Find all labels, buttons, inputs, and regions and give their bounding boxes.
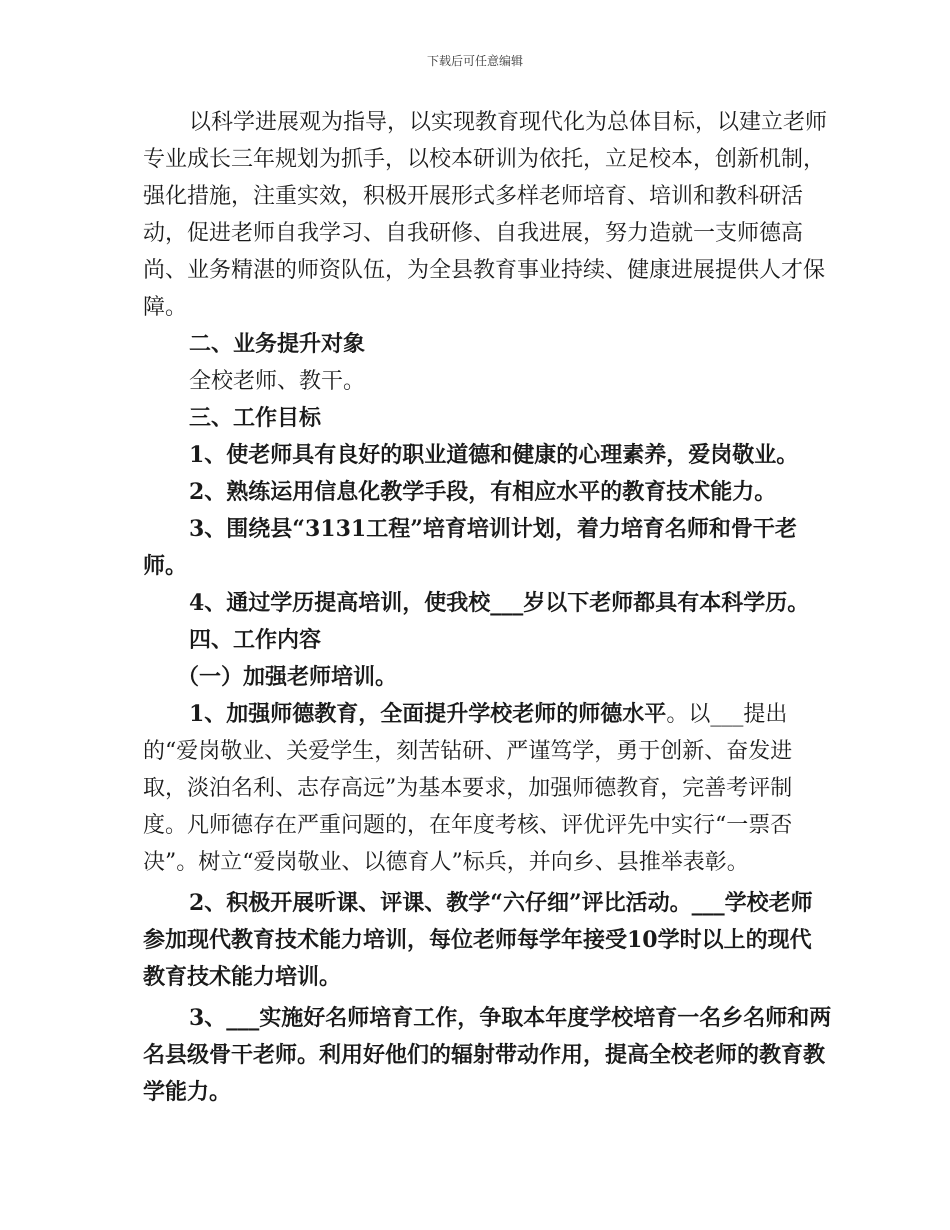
goal-item-2: 2、熟练运用信息化教学手段，有相应水平的教育技术能力。 xyxy=(189,479,777,505)
goal-item-4: 4、通过学历提高培训，使我校___岁以下老师都具有本科学历。 xyxy=(189,590,810,616)
goal-item-1: 1、使老师具有良好的职业道德和健康的心理素养，爱岗敬业。 xyxy=(189,442,799,468)
section-heading-content: 四、工作内容 xyxy=(189,627,322,653)
targets-text: 全校老师、教干。 xyxy=(189,369,366,394)
document-body xyxy=(143,104,833,1111)
section-heading-goals: 三、工作目标 xyxy=(189,405,322,431)
content-item-3: 3、___实施好名师培育工作，争取本年度学校培育一名乡名师和两名县级骨干老师。利用好他们的辐射带动作用，提高全校老师的教育教学能力。 xyxy=(143,1005,832,1105)
goal-item-3: 3、围绕县“3131工程”培育培训计划，着力培育名师和骨干老师。 xyxy=(143,516,797,579)
content-item-2: 2、积极开展听课、评课、教学“六仔细”评比活动。___学校老师参加现代教育技术能力培训，每位老师每学年接受10学时以上的现代教育技术能力培训。 xyxy=(143,890,813,990)
page-header: 下载后可任意编辑 xyxy=(426,54,523,68)
content-item-1 xyxy=(143,696,833,881)
section-heading-targets: 二、业务提升对象 xyxy=(189,331,366,357)
intro-paragraph: 以科学进展观为指导，以实现教育现代化为总体目标，以建立老师专业成长三年规划为抓手，以校本研训为依托，立足校本，创新机制，强化措施，注重实效，积极开展形式多样老师培育、培训和教科研活动，促进老师自我学习、自我研修、自我进展，努力造就一支师德高尚、业务精湛的师资队伍，为全县教育事业持续、健康进展提供人才保障。 xyxy=(143,110,828,320)
content-item-1-body: 。以___提出的“爱岗敬业、关爱学生，刻苦钻研、严谨笃学，勇于创新、奋发进取，淡泊名利、志存高远”为基本要求，加强师德教育，完善考评制度。凡师德存在严重问题的，在年度考核、评优评先中实行“一票否决”。树立“爱岗敬业、以德育人”标兵，并向乡、县推举表彰。 xyxy=(143,702,793,875)
subsection-heading-training: （一）加强老师培训。 xyxy=(177,664,398,690)
content-item-1-lead: 1、加强师德教育，全面提升学校老师的师德水平 xyxy=(189,701,667,727)
